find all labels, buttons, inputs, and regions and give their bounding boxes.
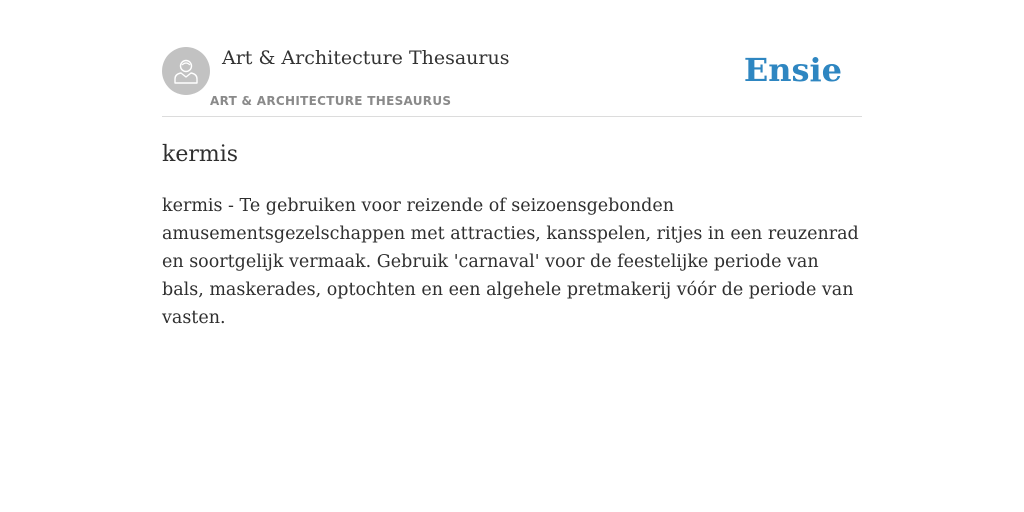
brand-logo[interactable]: Ensie <box>743 51 842 89</box>
header <box>162 46 862 117</box>
term-definition: kermis - Te gebruiken voor reizende of seizoensgebonden amusementsgezelschappen met attracties, kansspelen, ritjes in een reuzenrad en soortgelijk vermaak. Gebruik 'carnaval' voor de feestelijke periode van bals, maskerades, optochten en een algehele pretmakerij vóór de periode van vasten. <box>162 196 859 328</box>
author-name[interactable]: Art & Architecture Thesaurus <box>222 47 510 69</box>
user-icon <box>171 56 201 86</box>
author-avatar[interactable] <box>162 47 210 95</box>
author-subtitle[interactable]: ART & ARCHITECTURE THESAURUS <box>210 94 452 108</box>
term-title: kermis <box>162 142 239 167</box>
